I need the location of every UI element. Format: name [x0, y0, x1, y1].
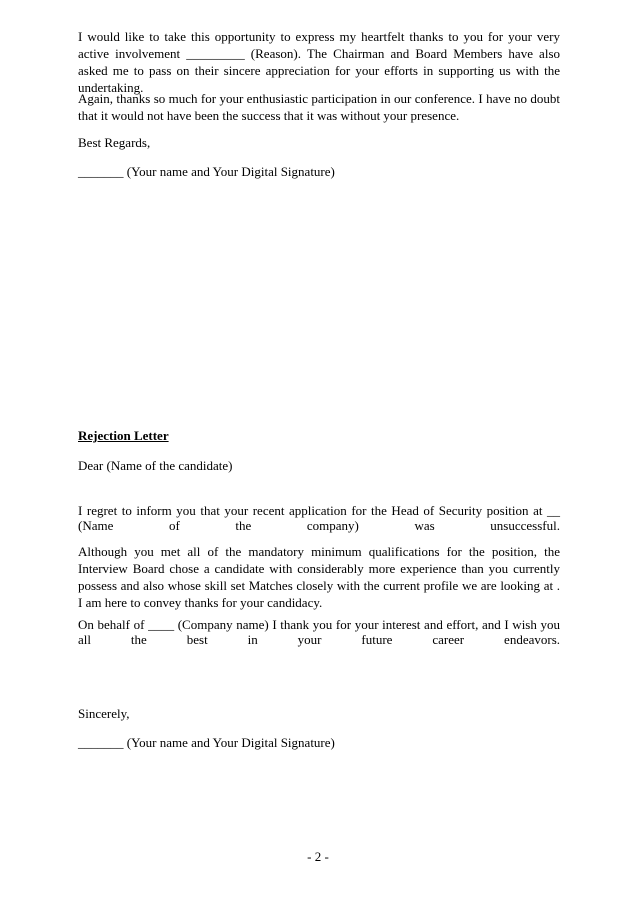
rejection-paragraph-3-line-1: On behalf of ____ (Company name) I thank you for your interest and effort, and I wish you: [78, 617, 560, 632]
thanks-signature-line: _______ (Your name and Your Digital Signature): [78, 164, 335, 179]
thanks-closing: Best Regards,: [78, 135, 151, 150]
page-number: - 2 -: [307, 849, 329, 864]
rejection-letter-heading: Rejection Letter: [78, 428, 169, 443]
rejection-salutation: Dear (Name of the candidate): [78, 458, 233, 473]
thanks-paragraph-1: I would like to take this opportunity to express my heartfelt thanks to you for your very active involvement _________ (Reason). The Chairman and Board Members have also asked me to pass on their sincere appreciation for your efforts in supporting us with the undertaking.: [78, 29, 560, 95]
rejection-closing: Sincerely,: [78, 706, 130, 721]
rejection-paragraph-3-line-2: all the best in your future career endeavors.: [78, 632, 560, 647]
rejection-paragraph-1-line-2: (Name of the company) was unsuccessful.: [78, 518, 560, 533]
thanks-paragraph-2: Again, thanks so much for your enthusiastic participation in our conference. I have no doubt that it would not have been the success that it was without your presence.: [78, 91, 560, 123]
rejection-paragraph-1-line-1: I regret to inform you that your recent application for the Head of Security position at __: [78, 503, 560, 518]
rejection-signature-line: _______ (Your name and Your Digital Signature): [78, 735, 335, 750]
rejection-paragraph-2: Although you met all of the mandatory minimum qualifications for the position, the Interview Board chose a candidate with considerably more experience than you currently possess and also whose skill set Matches closely with the current profile we are looking at . I am here to convey thanks for your candidacy.: [78, 544, 560, 610]
